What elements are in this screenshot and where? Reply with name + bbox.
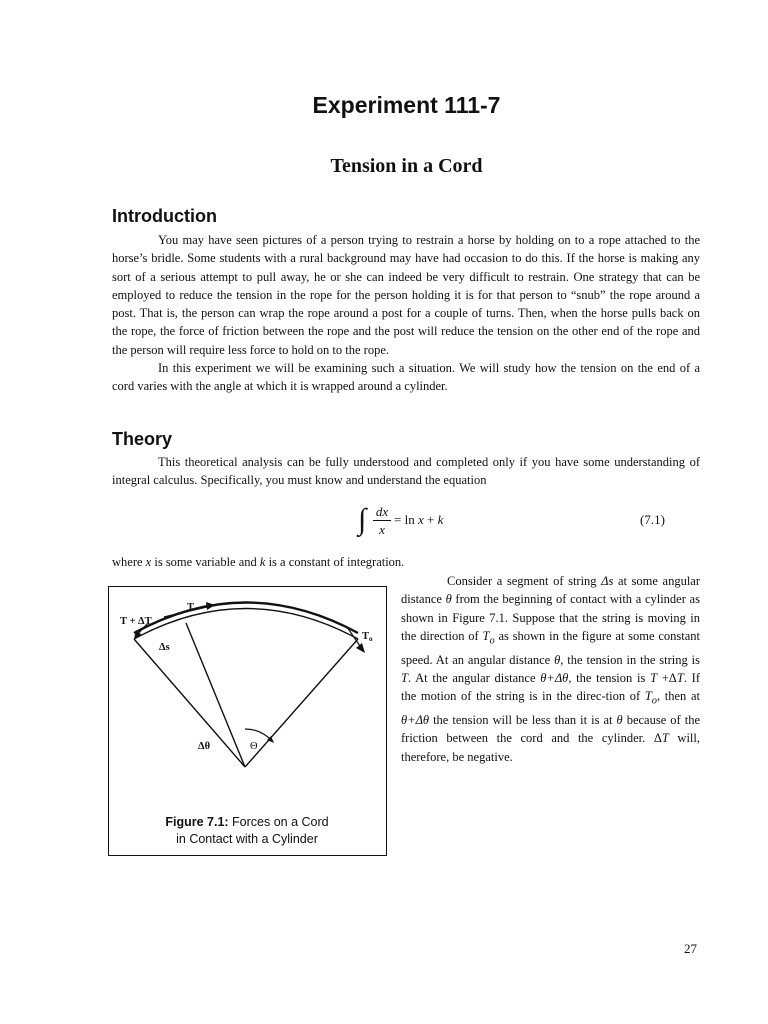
label-delta-s: Δs <box>159 642 170 653</box>
caption-line-2: in Contact with a Cylinder <box>176 832 318 846</box>
caption-line-1 <box>109 814 385 831</box>
label-t0: To <box>362 631 373 643</box>
cord-arc <box>134 603 358 634</box>
caption-text: Forces on a Cord <box>228 815 329 829</box>
equation-number: (7.1) <box>640 512 665 527</box>
fraction-numerator: dx <box>375 504 389 519</box>
t0-arrowhead <box>356 643 365 653</box>
integral-sign: ∫ <box>358 503 367 536</box>
introduction-paragraph-1: You may have seen pictures of a person trying to restrain a horse by holding on to a rope attached to the horse’s bridle. Some students with a rural background may have had occasion to do this. If the horse is making any sort of a serious attempt to pull away, he or she can indeed be very difficult to restrain. One strategy that can be employed to reduce the tension in the rope for the person holding it is for that person to “snub” the rope around a post. That is, the person can wrap the rope around a post for a couple of turns. Then, when the horse pulls back on the rope, the force of friction between the rope and the post will reduce the tension on the other end of the rope and the person will require less force to hold on to the rope. <box>112 233 700 357</box>
cylinder-arc <box>134 609 358 640</box>
theory-heading: Theory <box>112 429 173 449</box>
delta-theta-radius-line <box>186 623 245 767</box>
after-equation-text <box>112 553 700 571</box>
introduction-paragraph-2: In this experiment we will be examining such a situation. We will study how the tension on the end of a cord varies with the angle at which it is wrapped around a cylinder. <box>112 361 700 394</box>
equation-equals-ln: = ln <box>394 512 418 527</box>
page-number: 27 <box>684 941 697 956</box>
fraction-denominator: x <box>379 522 385 537</box>
figure-caption <box>109 814 385 848</box>
right-radius-line <box>245 639 358 767</box>
theory-body <box>112 453 700 490</box>
after-equation-line: where x is some variable and k is a constant of integration. <box>112 555 405 569</box>
label-theta: Θ <box>250 741 258 752</box>
left-radius-line <box>134 639 245 767</box>
label-t-plus-delta-t: T + ΔT <box>120 616 152 627</box>
cord-cylinder-diagram <box>109 587 385 812</box>
label-delta-theta: Δθ <box>198 741 211 752</box>
introduction-body <box>112 231 700 396</box>
fraction-bar <box>373 520 391 521</box>
fraction <box>373 504 391 537</box>
equation-var-k: k <box>437 512 444 527</box>
equation-7-1 <box>358 502 488 542</box>
equation-rhs <box>394 512 443 528</box>
introduction-heading: Introduction <box>112 206 217 226</box>
page-subtitle: Tension in a Cord <box>330 155 483 177</box>
label-t: T <box>187 602 195 613</box>
equation-var-x: x <box>417 512 424 527</box>
page-title: Experiment 111-7 <box>312 92 501 118</box>
equation-plus: + <box>423 512 438 527</box>
theory-right-paragraph: Consider a segment of string Δs at some angular distance θ from the beginning of contact with a cylinder as shown in Figure 7.1. Suppose that the string is moving in the direction of $T_o$ as shown in the figure at some constant speed. At an angular distance θ, the tension in the string is T. At the angular distance θ+Δθ, the tension is T +ΔT. If the motion of the string is in the direc-tion of $T_o$, then at θ+Δθ the tension will be less than it is at θ because of the friction between the cord and the cylinder. ΔT will, therefore, be negative. <box>401 574 700 764</box>
theory-paragraph: This theoretical analysis can be fully understood and completed only if you have some understanding of integral calculus. Specifically, you must know and understand the equation <box>112 455 700 488</box>
theory-right-column <box>401 572 700 766</box>
caption-label: Figure 7.1: <box>165 815 229 829</box>
figure-7-1 <box>108 586 387 856</box>
